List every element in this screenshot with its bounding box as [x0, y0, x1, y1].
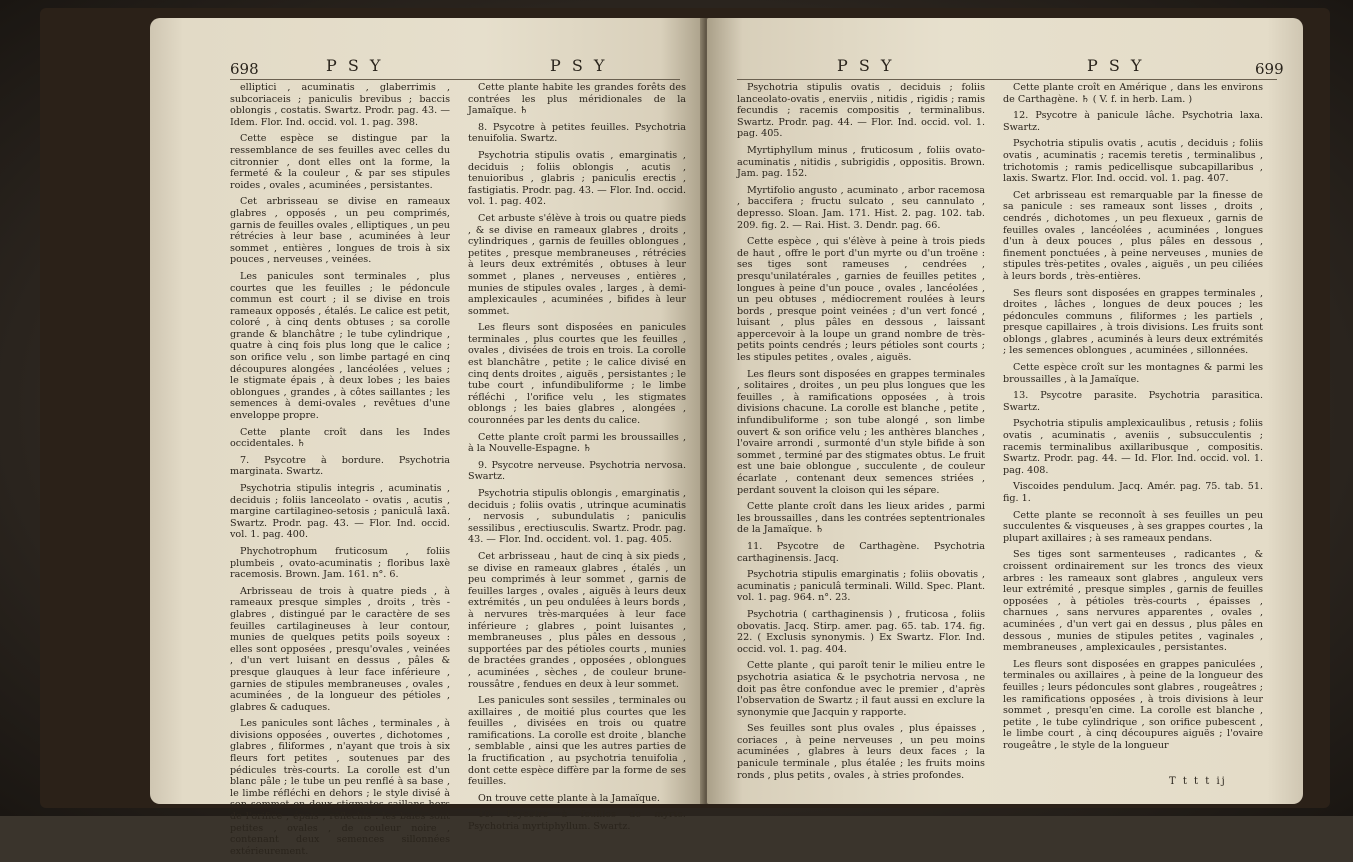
right-header-outer: P S Y [1087, 56, 1145, 75]
paragraph: Myrtiphyllum minus , fruticosum , foliis ovato-acuminatis , nitidis , subrigidis , oppositis. Brown. Jam. pag. 152. [737, 144, 985, 180]
paragraph: Ses tiges sont sarmenteuses , radicantes , & croissent ordinairement sur les troncs des vieux arbres : les rameaux sont glabres , anguleux vers leur extrémité , presque simples , garnis de feuilles opposées , à pétioles très-courts , épaisses , charnues , sans nervures apparentes , ovales , acuminées , d'un vert gai en dessus , plus pâles en dessous , munies de stipules petites , vaginales , membraneuses , amplexicaules , persistantes. [1003, 549, 1263, 654]
paragraph: Psychotria stipulis emarginatis ; foliis obovatis , acuminatis ; paniculâ terminali. Willd. Spec. Plant. vol. 1. pag. 964. n°. 23. [737, 569, 985, 604]
paragraph: Myrtifolio angusto , acuminato , arbor racemosa , baccifera ; fructu sulcato , seu cannulato , depresso. Sloan. Jam. 171. Hist. 2. pag. 102. tab. 209. fig. 2. — Rai. Hist. 3. Dendr. pag. 66. [737, 184, 985, 231]
left-page [150, 18, 705, 857]
paragraph: Les panicules sont sessiles , terminales ou axillaires , de moitié plus courtes que les feuilles , divisées en trois ou quatre ramifications. La corolle est droite , blanche , semblable , ainsi que les autres parties de la fructification , au psychotria tenuifolia , dont cette espèce diffère par la forme de ses feuilles. [468, 695, 686, 788]
paragraph: Viscoides pendulum. Jacq. Amér. pag. 75. tab. 51. fig. 1. [1003, 481, 1263, 504]
right-column-2 [1003, 82, 1263, 756]
left-header-inner: P S Y [550, 56, 608, 75]
left-header-rule [230, 79, 680, 80]
paragraph: 9. Psycotre nerveuse. Psychotria nervosa. Swartz. [468, 459, 686, 483]
paragraph: Cette plante croît parmi les broussailles , à la Nouvelle-Espagne. ♄ [468, 431, 686, 455]
paragraph: Cette plante croît en Amérique , dans les environs de Carthagène. ♄ ( V. f. in herb. Lam. ) [1003, 82, 1263, 105]
paragraph: Les panicules sont lâches , terminales , à divisions opposées , ouvertes , dichotomes , glabres , filiformes , n'ayant que trois à six fleurs fort petites , soutenues par des pédicules très-courts. La corolle est d'un blanc pâle ; le tube un peu renflé à sa base , le limbe réfléchi en dehors ; le style divisé à son sommet en deux stigmates saillans hors de l'orifice , épais , réfléchis : les baies sont petites , ovales , de couleur noire , contenant deux semences sillonnées extérieurement. [230, 718, 450, 857]
paragraph: Cette plante , qui paroît tenir le milieu entre le psychotria asiatica & le psychotria nervosa , ne doit pas être confondue avec le premier , d'après l'observation de Swartz ; il faut aussi en exclure la synonymie que Jacquin y rapporte. [737, 660, 985, 718]
paragraph: 11. Psycotre de Carthagène. Psychotria carthaginensis. Jacq. [737, 540, 985, 564]
paragraph: Cette plante habite les grandes forêts des contrées les plus méridionales de la Jamaïque. ♄ [468, 82, 686, 117]
paragraph: Cette espèce se distingue par la ressemblance de ses feuilles avec celles du citronnier , dont elles ont la forme, la fermeté & la couleur , & par ses stipules roides , ovales , acuminées , persistantes. [230, 133, 450, 191]
paragraph: 7. Psycotre à bordure. Psychotria marginata. Swartz. [230, 454, 450, 478]
paragraph: Les panicules sont terminales , plus courtes que les feuilles ; le pédoncule commun est court ; il se divise en trois rameaux opposés , étalés. Le calice est petit, coloré , à cinq dents obtuses ; sa corolle grande & blanchâtre ; le tube cylindrique , quatre à cinq fois plus long que le calice ; son orifice velu , son limbe partagé en cinq découpures alongées , lancéolées , velues ; le stigmate épais , à deux lobes ; les baies oblongues , grandes , à côtes saillantes ; les semences à demi-ovales , revêtues d'une enveloppe propre. [230, 270, 450, 422]
left-column-2 [468, 82, 686, 838]
paragraph: Cet arbuste s'élève à trois ou quatre pieds , & se divise en rameaux glabres , droits , cylindriques , garnis de feuilles oblongues , petites , presque membraneuses , rétrécies à leurs deux extrémités , obtuses à leur sommet , planes , nerveuses , entières , munies de stipules ovales , larges , à demi-amplexicaules , acuminées , bifides à leur sommet. [468, 212, 686, 317]
paragraph: 10. Psycotre à feuilles de myrte. Psychotria myrtiphyllum. Swartz. [468, 809, 686, 833]
signature-mark: T t t t ij [1169, 776, 1227, 787]
paragraph: Psychotria stipulis ovatis , acutis , deciduis ; foliis ovatis , acuminatis ; racemis teretis , terminalibus , trichotomis ; ramis pedicellisque subcapillaribus , laxis. Swartz. Flor. Ind. occid. vol. 1. pag. 407. [1003, 138, 1263, 185]
paragraph: Cet arbrisseau se divise en rameaux glabres , opposés , un peu comprimés, garnis de feuilles ovales , elliptiques , un peu rétrécies à leur base , acuminées à leur sommet , entières , longues de trois à six pouces , nerveuses , veinées. [230, 196, 450, 266]
right-page-number: 699 [1255, 60, 1284, 78]
paragraph: Psychotria stipulis oblongis , emarginatis , deciduis ; foliis ovatis , utrinque acuminatis , nervosis , subundulatis ; paniculis sessilibus , erectiusculis. Swartz. Prodr. pag. 43. — Flor. Ind. occident. vol. 1. pag. 405. [468, 488, 686, 546]
paragraph: Cette plante croît dans les lieux arides , parmi les broussailles , dans les contrées septentrionales de la Jamaïque. ♄ [737, 501, 985, 536]
paragraph: Psychotria stipulis ovatis , emarginatis , deciduis ; foliis oblongis , acutis , tenuioribus , glabris ; paniculis erectis , fastigiatis. Prodr. pag. 43. — Flor. Ind. occid. vol. 1. pag. 402. [468, 149, 686, 208]
paragraph: Cette plante se reconnoît à ses feuilles un peu succulentes & visqueuses , à ses grappes courtes , la plupart axillaires ; à ses rameaux pendans. [1003, 509, 1263, 544]
right-header-rule [737, 79, 1277, 80]
paragraph: 8. Psycotre à petites feuilles. Psychotria tenuifolia. Swartz. [468, 121, 686, 145]
paragraph: Phychotrophum fruticosum , foliis plumbeis , ovato-acuminatis ; floribus laxè racemosis. Brown. Jam. 161. n°. 6. [230, 545, 450, 581]
paragraph: Cette espèce , qui s'élève à peine à trois pieds de haut , offre le port d'un myrte ou d'un troëne : ses tiges sont rameuses , cendrées , presqu'unilatérales , garnies de feuilles petites , longues à peine d'un pouce , ovales , lancéolées , un peu obtuses , médiocrement roulées à leurs bords , presque point veinées ; d'un vert foncé , luisant , plus pâles en dessous , laissant appercevoir à la loupe un grand nombre de très-petits points cendrés ; leurs pétioles sont courts ; les stipules petites , ovales , aiguës. [737, 236, 985, 364]
right-header-inner: P S Y [837, 56, 895, 75]
paragraph: Ses feuilles sont plus ovales , plus épaisses , coriaces , à peine nerveuses , un peu moins acuminées , glabres à leurs deux faces ; la panicule terminale , plus étalée ; les fruits moins ronds , plus petits , ovales , à stries profondes. [737, 723, 985, 781]
paragraph: Psychotria stipulis amplexicaulibus , retusis ; foliis ovatis , acuminatis , aveniis , subsucculentis ; racemis terminalibus axillaribusque , compositis. Swartz. Prodr. pag. 44. — Id. Flor. Ind. occid. vol. 1. pag. 408. [1003, 418, 1263, 476]
right-page [707, 18, 1303, 804]
paragraph: Psychotria stipulis integris , acuminatis , deciduis ; foliis lanceolato - ovatis , acutis , margine cartilagineo-setosis ; paniculâ laxâ. Swartz. Prodr. pag. 43. — Flor. Ind. occid. vol. 1. pag. 400. [230, 483, 450, 541]
paragraph: Arbrisseau de trois à quatre pieds , à rameaux presque simples , droits , très - glabres , distingué par le caractère de ses feuilles cartilagineuses à leur contour, munies de quelques petits poils soyeux : elles sont opposées , presqu'ovales , veinées , d'un vert luisant en dessus , pâles & presque glauques à leur face inférieure , garnies de stipules membraneuses , ovales , acuminées , de la longueur des pétioles , glabres & caduques. [230, 585, 450, 713]
paragraph: 13. Psycotre parasite. Psychotria parasitica. Swartz. [1003, 390, 1263, 413]
paragraph: Cet arbrisseau est remarquable par la finesse de sa panicule : ses rameaux sont lisses , droits , cendrés , dichotomes , un peu flexueux , garnis de feuilles ovales , lancéolées , acuminées , longues d'un à deux pouces , plus pâles en dessous , finement ponctuées , à peine nerveuses , munies de stipules très-petites , ovales , aiguës , un peu ciliées à leurs bords , très-entières. [1003, 189, 1263, 282]
left-column-1 [230, 82, 450, 862]
paragraph: Psychotria stipulis ovatis , deciduis ; foliis lanceolato-ovatis , enerviis , nitidis , rigidis ; ramis fecundis ; racemis compositis , terminalibus. Swartz. Prodr. pag. 44. — Flor. Ind. occid. vol. 1. pag. 405. [737, 82, 985, 140]
paragraph: On trouve cette plante à la Jamaïque. [478, 792, 660, 804]
paragraph: Psychotria ( carthaginensis ) , fruticosa , foliis obovatis. Jacq. Stirp. amer. pag. 65. tab. 174. fig. 22. ( Exclusis synonymis. ) Ex Swartz. Flor. Ind. occid. vol. 1. pag. 404. [737, 608, 985, 655]
paragraph: Cette plante croît dans les Indes occidentales. ♄ [230, 426, 450, 450]
paragraph: Les fleurs sont disposées en panicules terminales , plus courtes que les feuilles , ovales , divisées de trois en trois. La corolle est blanchâtre , petite ; le calice divisé en cinq dents droites , aiguës , persistantes ; le tube court , infundibuliforme ; le limbe réfléchi , l'orifice velu , les stigmates oblongs ; les baies glabres , alongées , couronnées par les dents du calice. [468, 322, 686, 427]
paragraph: Cet arbrisseau , haut de cinq à six pieds , se divise en rameaux glabres , étalés , un peu comprimés à leur sommet , garnis de feuilles larges , ovales , aiguës à leurs deux extrémités , un peu ondulées à leurs bords , à nervures très-marquées à leur face inférieure ; glabres , point luisantes , membraneuses , plus pâles en dessous , supportées par des pétioles courts , munies de bractées grandes , opposées , oblongues , acuminées , sèches , de couleur brune-roussâtre , fendues en deux à leur sommet. [468, 550, 686, 690]
left-header-outer: P S Y [326, 56, 384, 75]
right-column-1 [737, 82, 985, 786]
paragraph: Cette espèce croît sur les montagnes & parmi les broussailles , à la Jamaïque. [1003, 362, 1263, 385]
left-page-number: 698 [230, 60, 259, 78]
paragraph: elliptici , acuminatis , glaberrimis , subcoriaceis ; paniculis brevibus ; baccis oblongis , costatis. Swartz. Prodr. pag. 43. — Idem. Flor. Ind. occid. vol. 1. pag. 398. [230, 82, 450, 128]
paragraph: Ses fleurs sont disposées en grappes terminales , droites , lâches , longues de deux pouces ; les pédoncules communs , filiformes ; les partiels , presque capillaires , à trois divisions. Les fruits sont oblongs , glabres , acuminés à leurs deux extrémités ; les semences oblongues , acuminées , sillonnées. [1003, 287, 1263, 357]
paragraph: 12. Psycotre à panicule lâche. Psychotria laxa. Swartz. [1003, 110, 1263, 133]
paragraph: Les fleurs sont disposées en grappes paniculées , terminales ou axillaires , à peine de la longueur des feuilles ; leurs pédoncules sont glabres , rougeâtres ; les ramifications opposées , à trois divisions à leur sommet , presqu'en cime. La corolle est blanche , petite , le tube cylindrique , son orifice pubescent , le limbe court , à cinq découpures aiguës ; l'ovaire rougeâtre , le style de la longueur [1003, 658, 1263, 751]
paragraph: Les fleurs sont disposées en grappes terminales , solitaires , droites , un peu plus longues que les feuilles , à ramifications opposées , à trois divisions chacune. La corolle est blanche , petite , infundibuliforme ; son tube alongé , son limbe ouvert & son orifice velu ; les anthères blanches , l'ovaire arrondi , surmonté d'un style bifide à son sommet , terminé par des stigmates obtus. Le fruit est une baie oblongue , succulente , de couleur écarlate , contenant deux semences striées , perdant souvent la cloison qui les sépare. [737, 368, 985, 496]
